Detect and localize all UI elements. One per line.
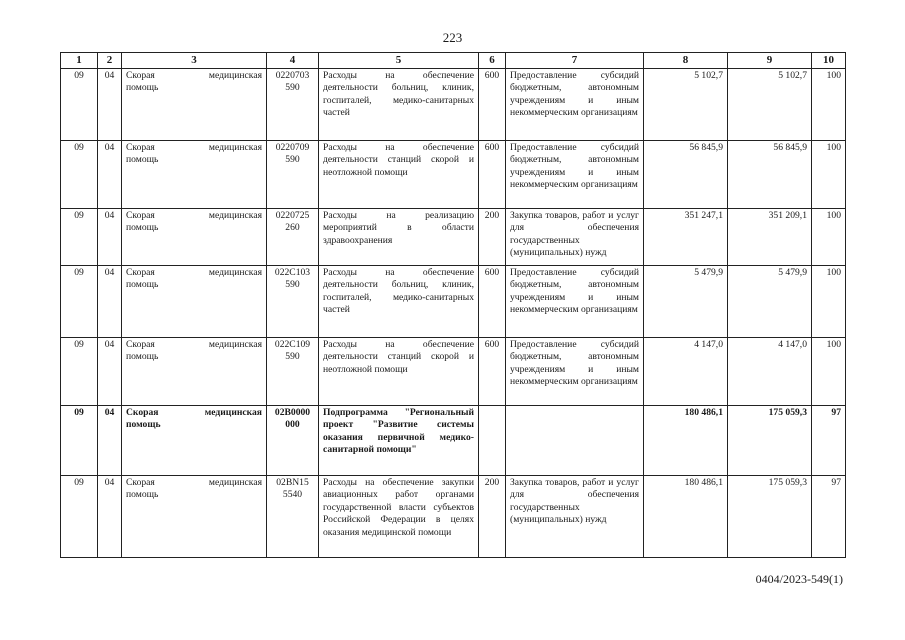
section-name bbox=[122, 140, 267, 208]
planned-amount: 5 479,9 bbox=[644, 265, 728, 337]
expense-type-description: Закупка товаров, работ и услуг для обеспечения государственных (муниципальных) нужд bbox=[506, 475, 644, 557]
expense-type-code: 600 bbox=[479, 265, 506, 337]
target-article-code bbox=[267, 140, 319, 208]
expense-description: Расходы на обеспечение деятельности больниц, клиник, госпиталей, медико-санитарных частей bbox=[319, 265, 479, 337]
expense-type-description: Предоставление субсидий бюджетным, автономным учреждениям и иным некоммерческим организациям bbox=[506, 140, 644, 208]
expense-description: Расходы на обеспечение деятельности станций скорой и неотложной помощи bbox=[319, 140, 479, 208]
section-code: 09 bbox=[61, 265, 98, 337]
target-code-line2: 590 bbox=[285, 154, 300, 166]
subsection-code: 04 bbox=[98, 208, 122, 265]
table-row bbox=[61, 265, 846, 337]
target-article-code bbox=[267, 337, 319, 405]
target-code-line2: 260 bbox=[285, 222, 300, 234]
section-name-line2: помощь bbox=[126, 351, 159, 363]
execution-percent: 100 bbox=[812, 337, 846, 405]
planned-amount: 4 147,0 bbox=[644, 337, 728, 405]
section-code: 09 bbox=[61, 475, 98, 557]
col-header: 6 bbox=[479, 53, 506, 69]
section-name-line2: помощь bbox=[126, 279, 159, 291]
section-name-line2: помощь bbox=[126, 154, 159, 166]
target-code-line2: 590 bbox=[285, 351, 300, 363]
target-article-code bbox=[267, 475, 319, 557]
expense-type-code: 200 bbox=[479, 208, 506, 265]
document-number: 0404/2023-549(1) bbox=[755, 572, 843, 586]
execution-percent: 97 bbox=[812, 475, 846, 557]
table-row bbox=[61, 140, 846, 208]
expense-description: Расходы на обеспечение деятельности станций скорой и неотложной помощи bbox=[319, 337, 479, 405]
col-header: 4 bbox=[267, 53, 319, 69]
executed-amount: 175 059,3 bbox=[728, 475, 812, 557]
target-code-line1: 0220703 bbox=[275, 69, 310, 81]
planned-amount: 180 486,1 bbox=[644, 405, 728, 475]
section-name-line2: помощь bbox=[126, 82, 159, 94]
target-code-line1: 0220725 bbox=[275, 209, 310, 221]
section-name-line2: помощь bbox=[126, 419, 161, 431]
target-article-code bbox=[267, 68, 319, 140]
target-code-line1: 02В0000 bbox=[274, 406, 311, 418]
target-code-line2: 590 bbox=[285, 82, 300, 94]
execution-percent: 100 bbox=[812, 68, 846, 140]
table-row bbox=[61, 208, 846, 265]
section-name bbox=[122, 405, 267, 475]
executed-amount: 56 845,9 bbox=[728, 140, 812, 208]
subsection-code: 04 bbox=[98, 140, 122, 208]
section-name-line1: Скорая медицинская bbox=[126, 69, 262, 81]
execution-percent: 100 bbox=[812, 208, 846, 265]
executed-amount: 351 209,1 bbox=[728, 208, 812, 265]
col-header: 5 bbox=[319, 53, 479, 69]
expense-type-description: Закупка товаров, работ и услуг для обеспечения государственных (муниципальных) нужд bbox=[506, 208, 644, 265]
col-header: 2 bbox=[98, 53, 122, 69]
table-row bbox=[61, 475, 846, 557]
target-article-code bbox=[267, 208, 319, 265]
expense-type-description bbox=[506, 405, 644, 475]
expense-description: Расходы на обеспечение деятельности больниц, клиник, госпиталей, медико-санитарных частей bbox=[319, 68, 479, 140]
section-code: 09 bbox=[61, 208, 98, 265]
executed-amount: 5 479,9 bbox=[728, 265, 812, 337]
subsection-code: 04 bbox=[98, 475, 122, 557]
target-article-code bbox=[267, 405, 319, 475]
section-name bbox=[122, 475, 267, 557]
expense-type-code: 600 bbox=[479, 337, 506, 405]
subsection-code: 04 bbox=[98, 337, 122, 405]
expense-type-code: 600 bbox=[479, 140, 506, 208]
col-header: 10 bbox=[812, 53, 846, 69]
execution-percent: 100 bbox=[812, 265, 846, 337]
section-code: 09 bbox=[61, 405, 98, 475]
executed-amount: 175 059,3 bbox=[728, 405, 812, 475]
table-row bbox=[61, 68, 846, 140]
target-code-line2: 590 bbox=[285, 279, 300, 291]
section-name bbox=[122, 68, 267, 140]
target-code-line2: 5540 bbox=[282, 489, 303, 501]
target-code-line1: 022С103 bbox=[274, 266, 311, 278]
col-header: 9 bbox=[728, 53, 812, 69]
section-name-line1: Скорая медицинская bbox=[126, 406, 262, 418]
section-code: 09 bbox=[61, 337, 98, 405]
target-code-line2: 000 bbox=[285, 419, 300, 431]
expense-type-code: 200 bbox=[479, 475, 506, 557]
target-article-code bbox=[267, 265, 319, 337]
execution-percent: 100 bbox=[812, 140, 846, 208]
expense-type-description: Предоставление субсидий бюджетным, автономным учреждениям и иным некоммерческим организациям bbox=[506, 265, 644, 337]
expense-description: Подпрограмма "Региональный проект "Развитие системы оказания первичной медико-санитарной помощи" bbox=[319, 405, 479, 475]
expense-type-description: Предоставление субсидий бюджетным, автономным учреждениям и иным некоммерческим организациям bbox=[506, 68, 644, 140]
planned-amount: 5 102,7 bbox=[644, 68, 728, 140]
section-code: 09 bbox=[61, 140, 98, 208]
section-name bbox=[122, 208, 267, 265]
section-code: 09 bbox=[61, 68, 98, 140]
expense-description: Расходы на обеспечение закупки авиационных работ органами государственной власти субъектов Российской Федерации в целях оказания медицинской помощи bbox=[319, 475, 479, 557]
subsection-code: 04 bbox=[98, 68, 122, 140]
section-name-line1: Скорая медицинская bbox=[126, 209, 262, 221]
page-number: 223 bbox=[442, 30, 463, 45]
section-name-line1: Скорая медицинская bbox=[126, 141, 262, 153]
target-code-line1: 0220709 bbox=[275, 141, 310, 153]
expense-type-code bbox=[479, 405, 506, 475]
expense-type-description: Предоставление субсидий бюджетным, автономным учреждениям и иным некоммерческим организациям bbox=[506, 337, 644, 405]
execution-percent: 97 bbox=[812, 405, 846, 475]
planned-amount: 351 247,1 bbox=[644, 208, 728, 265]
table-row bbox=[61, 337, 846, 405]
table-row bbox=[61, 405, 846, 475]
planned-amount: 56 845,9 bbox=[644, 140, 728, 208]
budget-table bbox=[60, 52, 846, 558]
col-header: 3 bbox=[122, 53, 267, 69]
executed-amount: 5 102,7 bbox=[728, 68, 812, 140]
header-row bbox=[61, 53, 846, 69]
section-name bbox=[122, 265, 267, 337]
subsection-code: 04 bbox=[98, 265, 122, 337]
col-header: 1 bbox=[61, 53, 98, 69]
section-name-line2: помощь bbox=[126, 489, 159, 501]
executed-amount: 4 147,0 bbox=[728, 337, 812, 405]
expense-type-code: 600 bbox=[479, 68, 506, 140]
planned-amount: 180 486,1 bbox=[644, 475, 728, 557]
subsection-code: 04 bbox=[98, 405, 122, 475]
col-header: 7 bbox=[506, 53, 644, 69]
target-code-line1: 022С109 bbox=[274, 338, 311, 350]
section-name-line2: помощь bbox=[126, 222, 159, 234]
section-name-line1: Скорая медицинская bbox=[126, 266, 262, 278]
section-name-line1: Скорая медицинская bbox=[126, 476, 262, 488]
section-name-line1: Скорая медицинская bbox=[126, 338, 262, 350]
expense-description: Расходы на реализацию мероприятий в области здравоохранения bbox=[319, 208, 479, 265]
section-name bbox=[122, 337, 267, 405]
col-header: 8 bbox=[644, 53, 728, 69]
target-code-line1: 02ВN15 bbox=[276, 476, 309, 488]
